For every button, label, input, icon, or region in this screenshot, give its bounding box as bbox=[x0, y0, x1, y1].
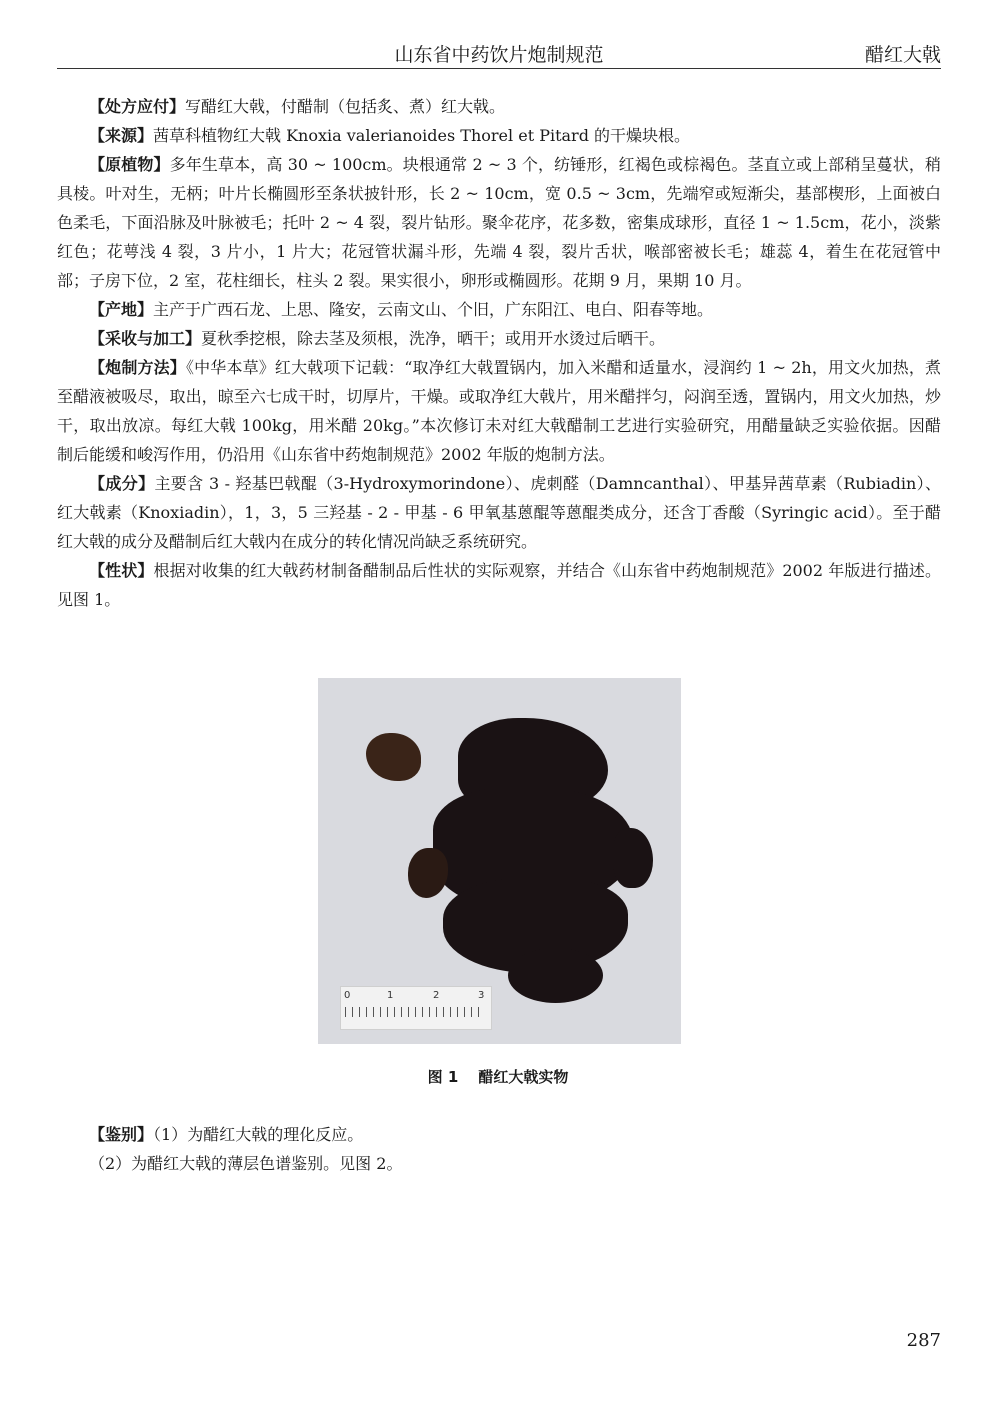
specimen-piece bbox=[408, 848, 448, 898]
section-text: （2）为醋红大戟的薄层色谱鉴别。见图 2。 bbox=[89, 1154, 403, 1173]
section-source bbox=[57, 121, 941, 150]
page-number: 287 bbox=[906, 1330, 941, 1351]
main-text bbox=[57, 92, 941, 614]
specimen-piece bbox=[613, 828, 653, 888]
section-harvest bbox=[57, 324, 941, 353]
specimen-photo bbox=[318, 678, 681, 1044]
section-text: 主要含 3 - 羟基巴戟醌（3-Hydroxymorindone）、虎刺醛（Damncanthal）、甲基异茜草素（Rubiadin）、红大戟素（Knoxiadin），1，3，5 三羟基 - 2 - 甲基 - 6 甲氧基蒽醌等蒽醌类成分，还含丁香酸（Syringic acid）。至于醋红大戟的成分及醋制后红大戟内在成分的转化情况尚缺乏系统研究。 bbox=[57, 474, 941, 551]
section-text: 《中华本草》红大戟项下记载：“取净红大戟置锅内，加入米醋和适量水，浸润约 1 ~ 2h，用文火加热，煮至醋液被吸尽，取出，晾至六七成干时，切厚片，干燥。或取净红大戟片，用米醋拌匀，闷润至透，置锅内，用文火加热，炒干，取出放凉。每红大戟 100kg，用米醋 20kg。”本次修订未对红大戟醋制工艺进行实验研究，用醋量缺乏实验依据。因醋制后能缓和峻泻作用，仍沿用《山东省中药炮制规范》2002 年版的炮制方法。 bbox=[57, 358, 941, 464]
section-text: 主产于广西石龙、上思、隆安，云南文山、个旧，广东阳江、电白、阳春等地。 bbox=[153, 300, 714, 319]
specimen-piece bbox=[366, 733, 421, 781]
book-title: 山东省中药饮片炮制规范 bbox=[394, 44, 604, 66]
section-processing bbox=[57, 353, 941, 469]
ruler-label: 0 bbox=[344, 990, 351, 1001]
identification-section bbox=[57, 1120, 941, 1178]
identification-line-1 bbox=[57, 1120, 941, 1149]
figure-number: 图 1 bbox=[427, 1068, 459, 1086]
section-origin bbox=[57, 295, 941, 324]
section-text: 根据对收集的红大戟药材制备醋制品后性状的实际观察，并结合《山东省中药炮制规范》2002 年版进行描述。见图 1。 bbox=[57, 561, 941, 609]
section-label: 【成分】 bbox=[89, 474, 155, 493]
section-label: 【处方应付】 bbox=[89, 97, 186, 116]
ruler-label: 1 bbox=[387, 990, 394, 1001]
ruler-label: 2 bbox=[433, 990, 440, 1001]
item-title: 醋红大戟 bbox=[864, 44, 941, 66]
ruler-ticks bbox=[345, 1007, 485, 1017]
section-text: 夏秋季挖根，除去茎及须根，洗净，晒干；或用开水烫过后晒干。 bbox=[201, 329, 666, 348]
section-text: （1）为醋红大戟的理化反应。 bbox=[153, 1125, 364, 1144]
section-text: 茜草科植物红大戟 Knoxia valerianoides Thorel et Pitard 的干燥块根。 bbox=[153, 126, 691, 145]
section-label: 【采收与加工】 bbox=[89, 329, 202, 348]
section-text: 多年生草本，高 30 ~ 100cm。块根通常 2 ~ 3 个，纺锤形，红褐色或棕褐色。茎直立或上部稍呈蔓状，稍具棱。叶对生，无柄；叶片长椭圆形至条状披针形，长 2 ~ 10cm，宽 0.5 ~ 3cm，先端窄或短渐尖，基部楔形，上面被白色柔毛，下面沿脉及叶脉被毛；托叶 2 ~ 4 裂，裂片钻形。聚伞花序，花多数，密集成球形，直径 1 ~ 1.5cm，花小，淡紫红色；花萼浅 4 裂，3 片小，1 片大；花冠管状漏斗形，先端 4 裂，裂片舌状，喉部密被长毛；雄蕊 4，着生在花冠管中部；子房下位，2 室，花柱细长，柱头 2 裂。果实很小，卵形或椭圆形。花期 9 月，果期 10 月。 bbox=[57, 155, 941, 290]
header-rule bbox=[57, 68, 941, 69]
section-plant bbox=[57, 150, 941, 295]
figure-caption-text: 醋红大戟实物 bbox=[478, 1068, 569, 1086]
identification-line-2 bbox=[57, 1149, 941, 1178]
running-header bbox=[57, 34, 941, 68]
specimen-piece bbox=[508, 948, 603, 1003]
section-label: 【鉴别】 bbox=[89, 1125, 154, 1144]
section-text: 写醋红大戟，付醋制（包括炙、煮）红大戟。 bbox=[185, 97, 506, 116]
section-label: 【性状】 bbox=[89, 561, 154, 580]
ruler-label: 3 bbox=[478, 990, 485, 1001]
section-components bbox=[57, 469, 941, 556]
section-label: 【原植物】 bbox=[89, 155, 170, 174]
scale-ruler bbox=[340, 986, 492, 1030]
figure-caption bbox=[0, 1066, 996, 1087]
section-characteristics bbox=[57, 556, 941, 614]
section-label: 【来源】 bbox=[89, 126, 154, 145]
section-label: 【产地】 bbox=[89, 300, 154, 319]
section-label: 【炮制方法】 bbox=[89, 358, 186, 377]
section-prescription bbox=[57, 92, 941, 121]
